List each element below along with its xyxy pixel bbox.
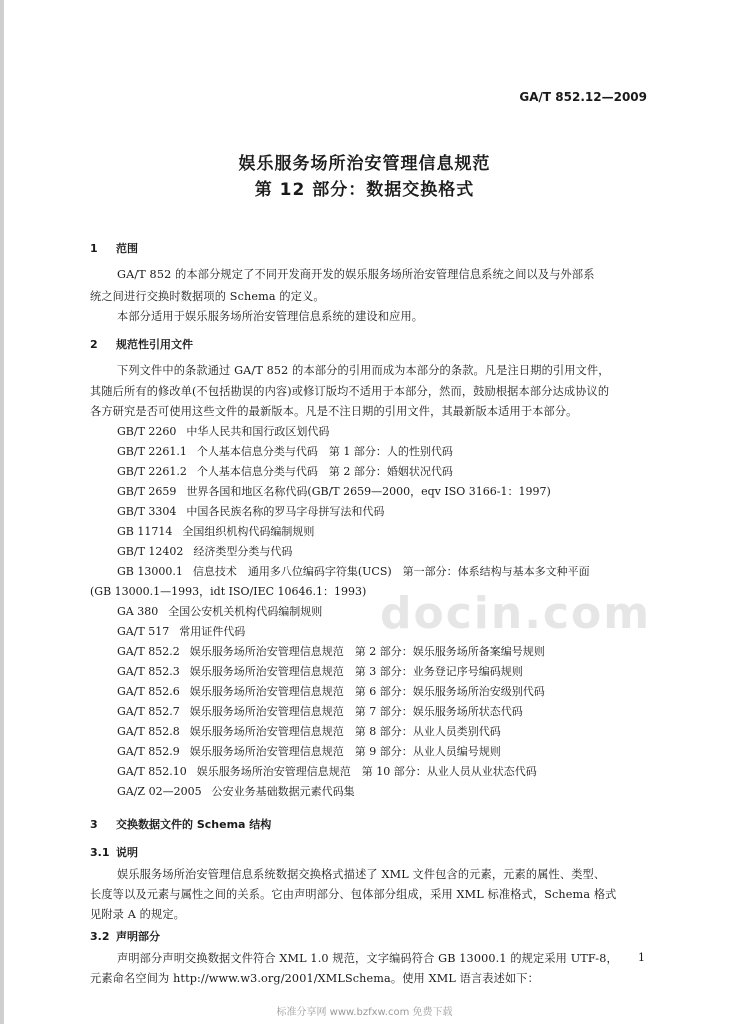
reference-item: GA/T 852.10 娱乐服务场所治安管理信息规范 第 10 部分：从业人员从业状态代码 [117,765,537,778]
watermark: docin.com [380,588,652,639]
reference-item: GA/T 852.9 娱乐服务场所治安管理信息规范 第 9 部分：从业人员编号规则 [117,745,501,758]
reference-item: GB/T 2659 世界各国和地区名称代码(GB/T 2659—2000，eqv ISO 3166-1：1997) [117,485,551,498]
section-1-para-2: 本部分适用于娱乐服务场所治安管理信息系统的建设和应用。 [117,310,424,323]
doc-subtitle: 第 12 部分：数据交换格式 [254,180,475,200]
section-2-heading: 2 规范性引用文件 [90,338,193,351]
reference-item: GA/T 852.8 娱乐服务场所治安管理信息规范 第 8 部分：从业人员类别代码 [117,725,501,738]
page-number: 1 [638,951,645,964]
reference-item: GB/T 3304 中国各民族名称的罗马字母拼写法和代码 [117,505,385,518]
reference-item: GB 13000.1 信息技术 通用多八位编码字符集(UCS) 第一部分：体系结构与基本多文种平面 [117,565,590,578]
section-3-1-para-b: 长度等以及元素与属性之间的关系。它由声明部分、包体部分组成，采用 XML 标准格式，Schema 格式 [90,888,617,901]
doc-title: 娱乐服务场所治安管理信息规范 [238,154,491,174]
reference-item: GB/T 12402 经济类型分类与代码 [117,545,293,558]
section-2-para-1c: 各方研究是否可使用这些文件的最新版本。凡是不注日期的引用文件，其最新版本适用于本部分。 [90,405,578,418]
section-3-1-heading: 3.1 说明 [90,846,138,859]
reference-item: GA/T 852.7 娱乐服务场所治安管理信息规范 第 7 部分：娱乐服务场所状态代码 [117,705,523,718]
reference-item: GA/T 852.2 娱乐服务场所治安管理信息规范 第 2 部分：娱乐服务场所备案编号规则 [117,645,545,658]
section-3-2-para-a: 声明部分声明交换数据文件符合 XML 1.0 规范，文字编码符合 GB 13000.1 的规定采用 UTF-8， [117,952,618,965]
section-3-1-para-a: 娱乐服务场所治安管理信息系统数据交换格式描述了 XML 文件包含的元素，元素的属性、类型、 [117,868,606,881]
reference-item: GB/T 2261.1 个人基本信息分类与代码 第 1 部分：人的性别代码 [117,445,453,458]
section-1-para-1a: GA/T 852 的本部分规定了不同开发商开发的娱乐服务场所治安管理信息系统之间以及与外部系 [117,268,595,281]
section-2-para-1a: 下列文件中的条款通过 GA/T 852 的本部分的引用而成为本部分的条款。凡是注日期的引用文件， [117,364,610,377]
reference-item: GA 380 全国公安机关机构代码编制规则 [117,605,323,618]
reference-item: GA/T 517 常用证件代码 [117,625,246,638]
reference-item-continued: (GB 13000.1—1993，idt ISO/IEC 10646.1：1993) [90,585,367,598]
section-3-2-para-b: 元素命名空间为 http://www.w3.org/2001/XMLSchema。使用 XML 语言表述如下： [90,972,539,985]
section-1-para-1b: 统之间进行交换时数据项的 Schema 的定义。 [90,290,325,303]
reference-item: GB/T 2261.2 个人基本信息分类与代码 第 2 部分：婚姻状况代码 [117,465,453,478]
reference-item: GA/T 852.3 娱乐服务场所治安管理信息规范 第 3 部分：业务登记序号编码规则 [117,665,523,678]
reference-item: GA/Z 02—2005 公安业务基础数据元素代码集 [117,785,355,798]
standard-number: GA/T 852.12—2009 [519,90,647,104]
section-3-heading: 3 交换数据文件的 Schema 结构 [90,818,272,831]
reference-item: GB 11714 全国组织机构代码编制规则 [117,525,315,538]
reference-item: GB/T 2260 中华人民共和国行政区划代码 [117,425,330,438]
section-2-para-1b: 其随后所有的修改单(不包括勘误的内容)或修订版均不适用于本部分，然而，鼓励根据本部分达成协议的 [90,385,610,398]
section-3-2-heading: 3.2 声明部分 [90,930,160,943]
reference-item: GA/T 852.6 娱乐服务场所治安管理信息规范 第 6 部分：娱乐服务场所治安级别代码 [117,685,545,698]
section-1-heading: 1 范围 [90,242,138,255]
section-3-1-para-c: 见附录 A 的规定。 [90,908,186,921]
footer-source: 标准分享网 www.bzfxw.com 免费下载 [276,1007,453,1018]
